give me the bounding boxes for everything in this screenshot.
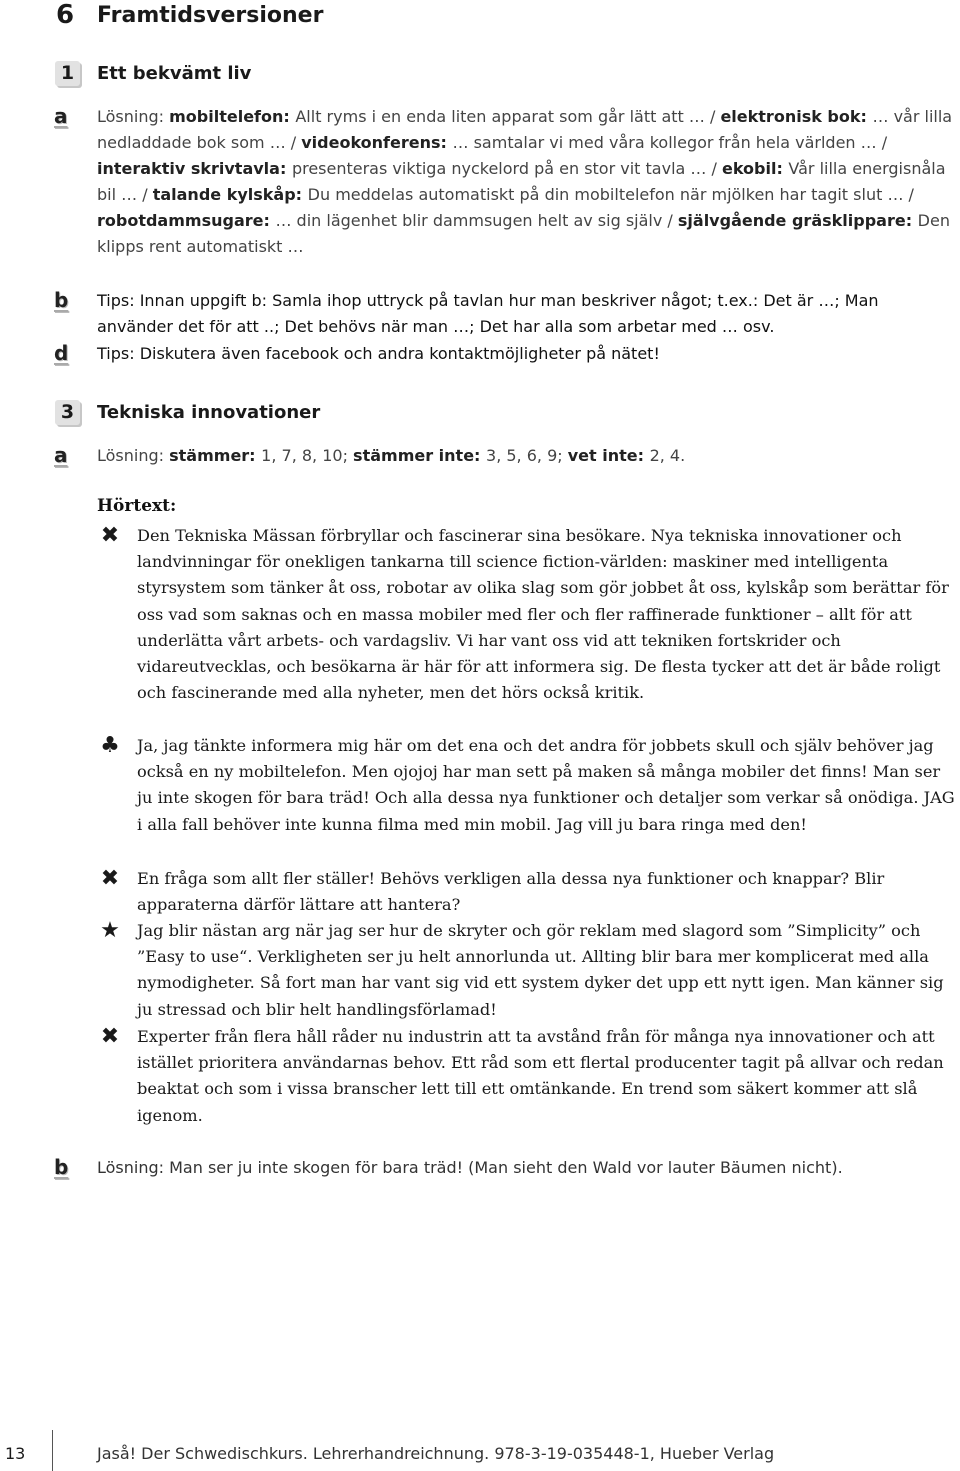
bold-term: interaktiv skrivtavla: [97,159,292,178]
footer-divider [52,1430,53,1471]
text-run: 2, 4. [649,446,686,465]
footer-credit: Jaså! Der Schwedischkurs. Lehrerhandreichnung. 978-3-19-035448-1, Hueber Verlag [97,1444,775,1463]
speech-paragraph: Den Tekniska Mässan förbryllar och fascinerar sina besökare. Nya tekniska innovationer och landvinningar för onekligen tankarna till science fiction-världen: maskiner med intelligenta styrsystem som tänker åt oss, robotar av olika slag som gör jobbet åt oss, kylskåp som berättar för oss vad som saknas och en massa mobiler med fler och fler raffinerade funktioner – allt för att underlätta vårt arbets- och vardagsliv. Vi har vant oss vid att tekniken fortskrider och vidareutvecklas, och besökarna är här för att informera sig. De flesta tycker att det är både roligt och fascinerande med alla nyheter, men det hörs också kritik. [137,526,949,703]
speech-paragraph: Experter från flera håll råder nu industrin att ta avstånd från för många nya innovationer och att istället prioritera användarnas behov. Ett råd som ett flertal producenter tagit på allvar och redan beaktat och som i vissa branscher lett till ett omtänkande. En trend som säkert kommer att slå igenom. [137,1027,944,1125]
section-3-item-a-text [97,443,957,469]
speech-paragraph: Ja, jag tänkte informera mig här om det ena och det andra för jobbets skull och själv behöver jag också en ny mobiltelefon. Men ojojoj har man sett på maken så många mobiler det finns! Man ser ju inte skogen för bara träd! Och alla dessa nya funktioner och detaljer som verkar så onödiga. JAG i alla fall behöver inte kunna filma med min mobil. Jag vill ju bara ringa med den! [137,736,955,834]
text-run: Vår lilla energisnåla bil … / [97,159,946,204]
club-icon: ♣ [100,733,120,758]
section-1-item-a-letter: a [54,104,68,128]
bold-term: stämmer inte: [353,446,487,465]
text-run: Lösning: [97,107,170,126]
text-run: Du meddelas automatiskt på din mobiltelefon när mjölken har tagit slut … / [307,185,914,204]
section-3-item-b-letter: b [54,1155,69,1179]
text-run: Lösning: [97,446,170,465]
speech-paragraph: En fråga som allt fler ställer! Behövs verkligen alla dessa nya funktioner och knappar? Blir apparaterna därför lättare att hantera? [137,869,885,915]
cross-icon: ✖ [100,1024,120,1049]
section-1-item-b-letter: b [54,288,69,312]
speech-paragraph: Jag blir nästan arg när jag ser hur de skryter och gör reklam med slagord som ”Simplicity” och ”Easy to use“. Verkligheten ser ju helt annorlunda ut. Allting blir bara mer komplicerat med alla nymodigheter. Så fort man har vant sig vid ett system dyker det upp ett nytt igen. Man känner sig ju stressad och blir helt handlingsförlamad! [137,921,944,1019]
text-run: presenteras viktiga nyckelord på en stor vit tavla … / [291,159,722,178]
text-run: 1, 7, 8, 10; [261,446,354,465]
section-1-item-d-letter: d [54,341,69,365]
section-1-item-d-text: Tips: Diskutera även facebook och andra kontaktmöjligheter på nätet! [97,344,660,363]
text-run: Allt ryms i en enda liten apparat som går lätt att … / [295,107,721,126]
hortext-label: Hörtext: [97,496,177,516]
bold-term: självgående gräsklippare: [677,211,918,230]
section-3-item-b-text: Lösning: Man ser ju inte skogen för bara träd! (Man sieht den Wald vor lauter Bäumen nicht). [97,1158,843,1177]
bold-term: vet inte: [567,446,650,465]
bold-term: stämmer: [169,446,262,465]
section-1-number-badge: 1 [55,61,80,86]
section-3-item-a-letter: a [54,443,68,467]
section-1-title: Ett bekvämt liv [97,63,252,84]
bold-term: mobiltelefon: [169,107,296,126]
bold-term: talande kylskåp: [152,185,308,204]
section-1-item-a-text [97,104,957,260]
text-run: … samtalar vi med våra kollegor från hela världen … / [452,133,888,152]
bold-term: videokonferens: [301,133,453,152]
cross-icon: ✖ [100,523,120,548]
chapter-number: 6 [56,0,75,30]
section-3-title: Tekniska innovationer [97,402,321,423]
bold-term: ekobil: [721,159,789,178]
text-run: 3, 5, 6, 9; [486,446,568,465]
text-run: … vår lilla nedladdade bok som … / [97,107,953,152]
text-run: … din lägenhet blir dammsugen helt av sig själv / [275,211,678,230]
section-1-item-b-text: Tips: Innan uppgift b: Samla ihop uttryck på tavlan hur man beskriver något; t.ex.: Det är …; Man använder det för att ..; Det behövs när man …; Det har alla som arbetar med … osv. [97,291,879,336]
cross-icon: ✖ [100,866,120,891]
chapter-title: Framtidsversioner [97,3,324,28]
text-run: Den klipps rent automatiskt … [97,211,950,256]
page-number: 13 [5,1444,26,1463]
star-icon: ★ [100,918,120,943]
section-3-number-badge: 3 [55,400,80,425]
bold-term: elektronisk bok: [720,107,873,126]
bold-term: robotdammsugare: [97,211,276,230]
